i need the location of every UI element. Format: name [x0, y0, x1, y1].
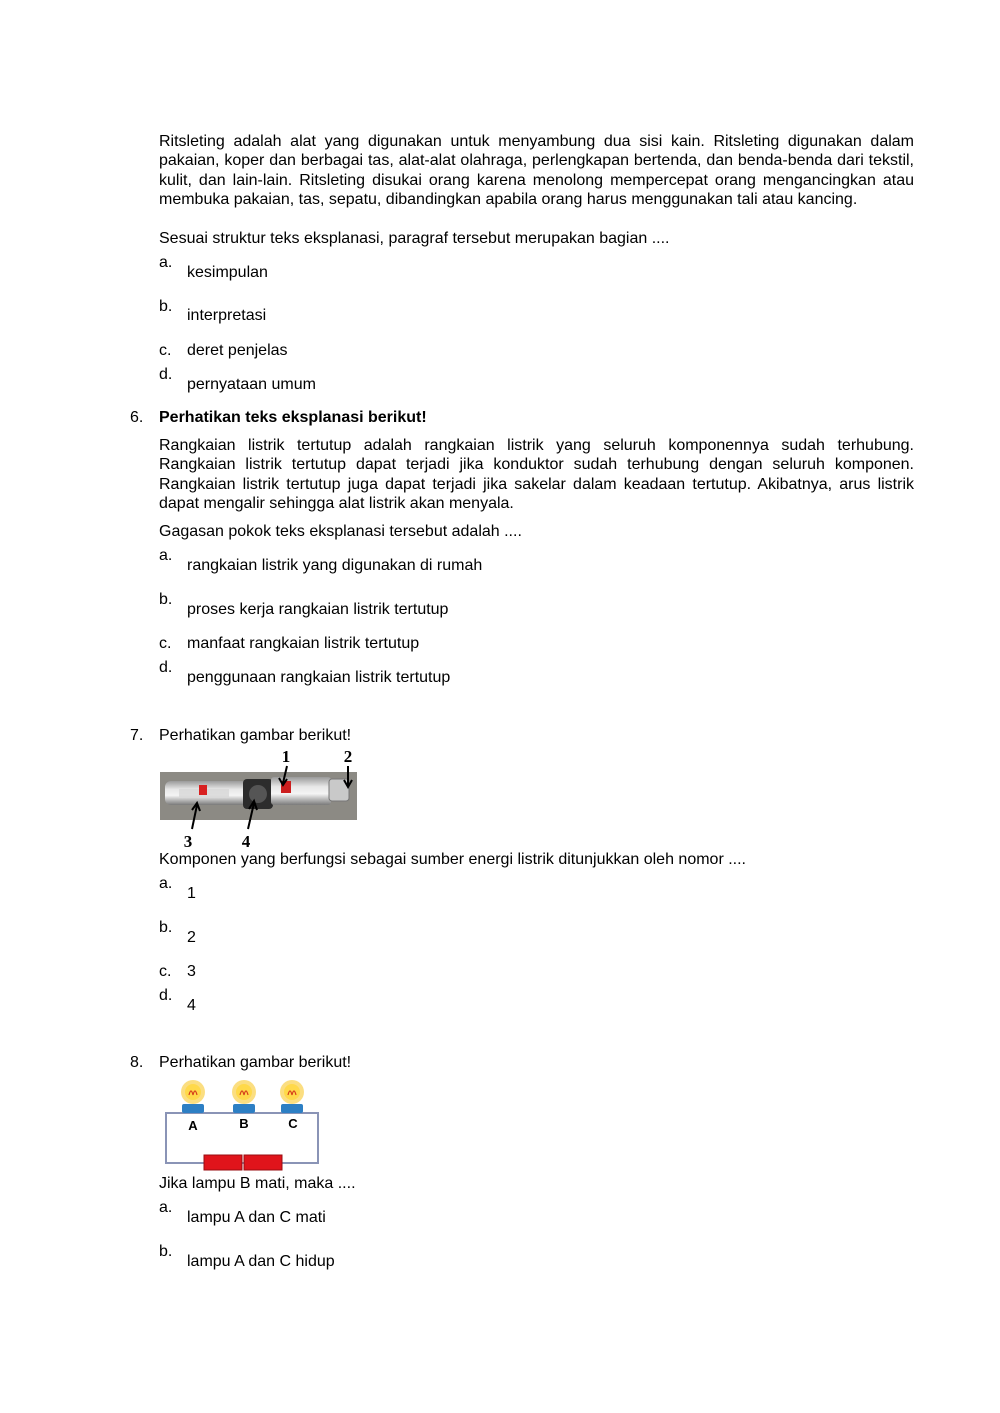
battery-2 — [244, 1155, 282, 1170]
q6-question: Gagasan pokok teks eksplanasi tersebut adalah .... — [159, 523, 522, 540]
q5-passage: Ritsleting adalah alat yang digunakan untuk menyambung dua sisi kain. Ritsleting digunakan dalam pakaian, koper dan berbagai tas, alat-alat olahraga, perlengkapan bertenda, dan benda-benda dari tekstil, kulit, dan lain-lain. Ritsleting disukai orang karena menolong mempercepat orang mengancingkan atau membuka pakaian, tas, sepatu, dibandingkan apabila orang harus menggunakan tali atau kancing. — [159, 133, 914, 208]
option-text: deret penjelas — [187, 342, 288, 359]
q7-question: Komponen yang berfungsi sebagai sumber energi listrik ditunjukkan oleh nomor .... — [159, 851, 746, 868]
circuit-figure — [160, 1075, 325, 1173]
lamp-label-a: A — [188, 1118, 198, 1133]
option-text: 1 — [187, 885, 196, 902]
option-letter: d. — [159, 366, 173, 383]
switch-knob — [249, 785, 267, 803]
option-letter: a. — [159, 1199, 173, 1216]
option-letter: a. — [159, 254, 173, 271]
lamp-c-socket — [281, 1104, 303, 1113]
lamp-c — [280, 1080, 304, 1113]
lamp-label-c: C — [288, 1116, 298, 1131]
lamp-a-bulb — [185, 1084, 201, 1100]
flashlight-figure — [159, 743, 364, 851]
option-text: lampu A dan C mati — [187, 1209, 326, 1226]
option-text: 3 — [187, 963, 196, 980]
figure-label-2: 2 — [343, 747, 353, 766]
q6-passage: Rangkaian listrik tertutup adalah rangkaian listrik yang seluruh komponennya sudah terhubung. Rangkaian listrik tertutup dapat terjadi jika konduktor sudah terhubung dengan seluruh komponen. Rangkaian listrik tertutup juga dapat terjadi jika sakelar dalam keadaan tertutup. Akibatnya, arus listrik dapat mengalir sehingga alat listrik akan menyala. — [159, 437, 914, 512]
option-text: manfaat rangkaian listrik tertutup — [187, 635, 420, 652]
option-letter: a. — [159, 547, 173, 564]
lamp-b — [232, 1080, 256, 1113]
figure-label-3: 3 — [183, 832, 193, 851]
option-text: 2 — [187, 929, 196, 946]
q6-heading: Perhatikan teks eksplanasi berikut! — [159, 409, 427, 426]
lamp-c-bulb — [284, 1084, 300, 1100]
battery-label-red — [199, 785, 207, 795]
battery-1 — [204, 1155, 242, 1170]
q7-number: 7. — [130, 727, 144, 744]
option-letter: c. — [159, 963, 172, 980]
lamp-label-b: B — [239, 1116, 249, 1131]
lamp-a — [181, 1080, 205, 1113]
lamp-b-bulb — [236, 1084, 252, 1100]
q7-heading: Perhatikan gambar berikut! — [159, 727, 352, 744]
option-text: penggunaan rangkaian listrik tertutup — [187, 669, 451, 686]
lamp-b-socket — [233, 1104, 255, 1113]
option-letter: c. — [159, 342, 172, 359]
q8-heading: Perhatikan gambar berikut! — [159, 1054, 352, 1071]
option-letter: d. — [159, 659, 173, 676]
option-letter: b. — [159, 591, 173, 608]
option-letter: b. — [159, 919, 173, 936]
figure-label-4: 4 — [241, 832, 251, 851]
option-text: kesimpulan — [187, 264, 268, 281]
option-letter: c. — [159, 635, 172, 652]
option-letter: b. — [159, 298, 173, 315]
option-letter: d. — [159, 987, 173, 1004]
q8-number: 8. — [130, 1054, 144, 1071]
option-text: pernyataan umum — [187, 376, 316, 393]
option-text: 4 — [187, 997, 196, 1014]
q5-question: Sesuai struktur teks eksplanasi, paragraf tersebut merupakan bagian .... — [159, 230, 670, 247]
option-text: rangkaian listrik yang digunakan di rumah — [187, 557, 483, 574]
figure-label-1: 1 — [281, 747, 291, 766]
q6-number: 6. — [130, 409, 144, 426]
option-text: lampu A dan C hidup — [187, 1253, 335, 1270]
option-text: interpretasi — [187, 307, 267, 324]
option-letter: b. — [159, 1243, 173, 1260]
option-text: proses kerja rangkaian listrik tertutup — [187, 601, 449, 618]
lamp-a-socket — [182, 1104, 204, 1113]
option-letter: a. — [159, 875, 173, 892]
q8-question: Jika lampu B mati, maka .... — [159, 1175, 356, 1192]
